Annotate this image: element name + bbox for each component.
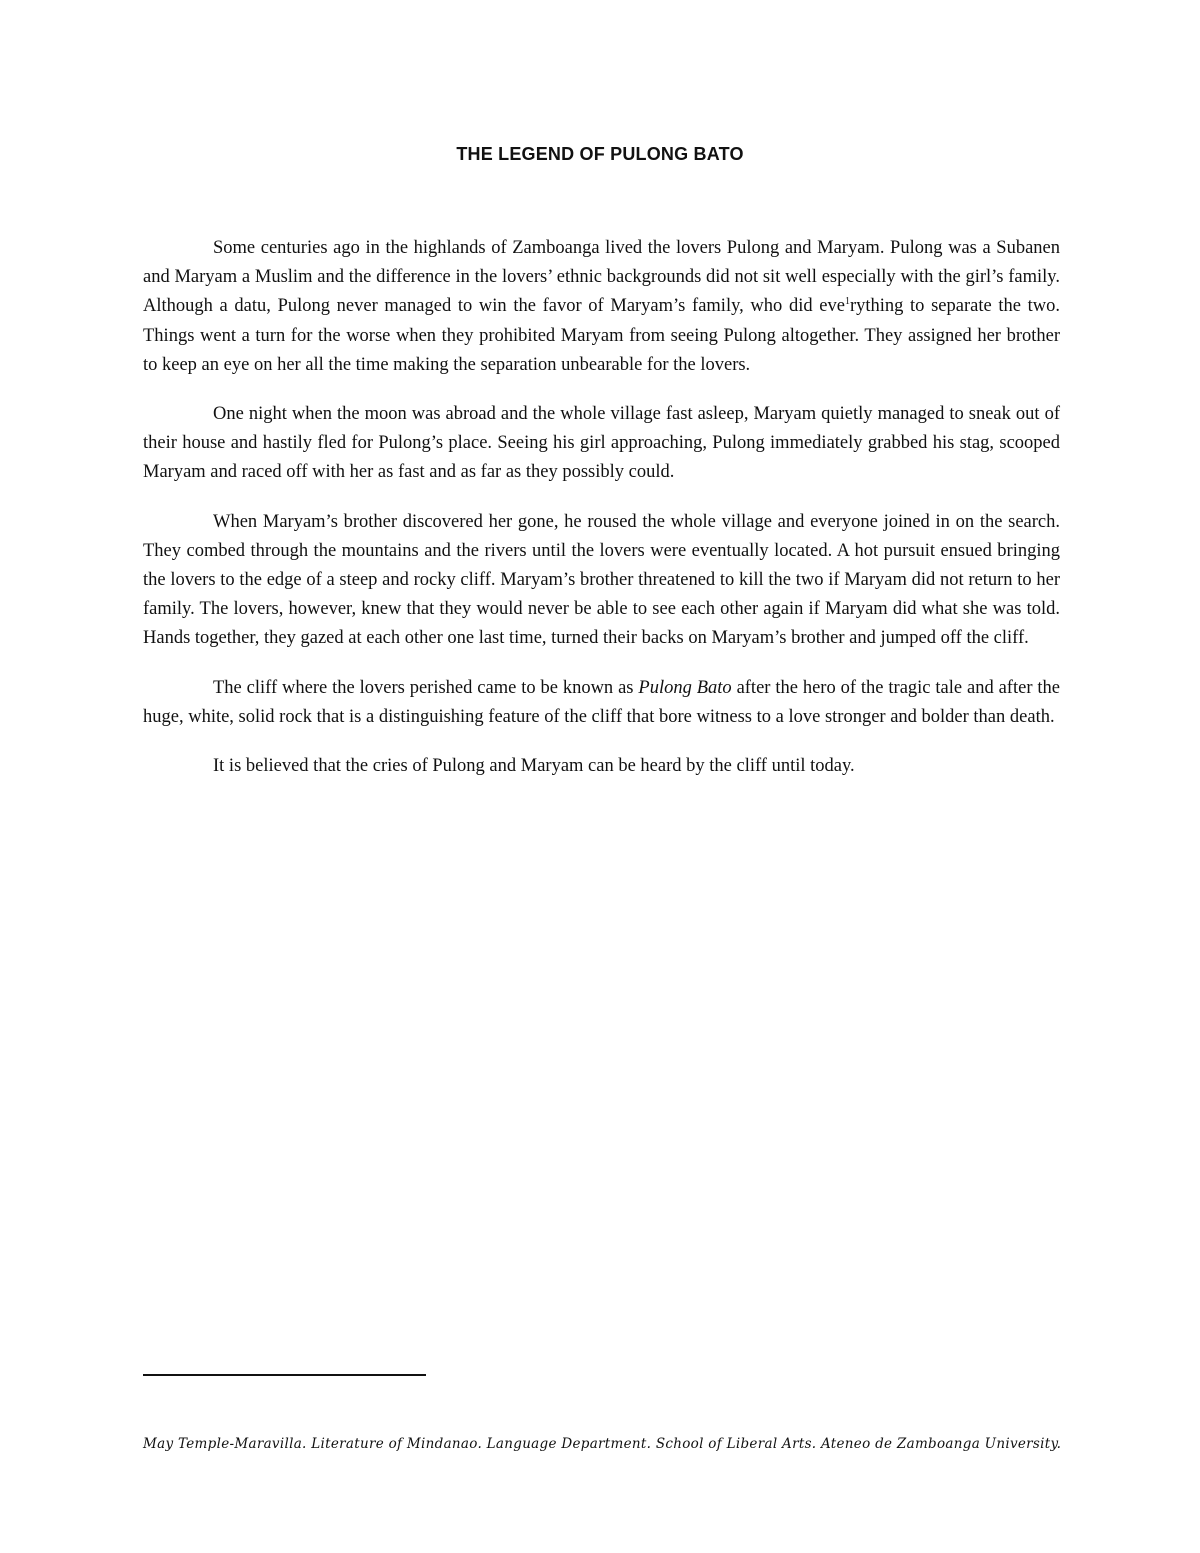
paragraph [143, 234, 1060, 380]
paragraph-text: rything to separate the two. Things went a turn for the worse when they prohibited Maryam from seeing Pulong altogether. They assigned her brother to keep an eye on her all the time making the separation unbearable for the lovers. [143, 296, 1060, 375]
paragraph [143, 508, 1060, 654]
footnote-separator [143, 1374, 426, 1376]
footnote: May Temple-Maravilla. Literature of Mindanao. Language Department. School of Liberal Arts. Ateneo de Zamboanga University. [143, 1436, 1062, 1452]
paragraph [143, 674, 1060, 732]
paragraph [143, 400, 1060, 488]
paragraph-text: When Maryam’s brother discovered her gone, he roused the whole village and everyone joined in on the search. They combed through the mountains and the rivers until the lovers were eventually located. A hot pursuit ensued bringing the lovers to the edge of a steep and rocky cliff. Maryam’s brother threatened to kill the two if Maryam did not return to her family. The lovers, however, knew that they would never be able to see each other again if Maryam did what she was told. Hands together, they gazed at each other one last time, turned their backs on Maryam’s brother and jumped off the cliff. [143, 511, 1060, 649]
paragraph-text: Some centuries ago in the highlands of Zamboanga lived the lovers Pulong and Maryam. Pulong was a Subanen and Maryam a Muslim and the difference in the lovers’ ethnic backgrounds did not sit well especially with the girl’s family. Although a datu, Pulong never managed to win the favor of Maryam’s family, who did eve [143, 238, 1060, 317]
document-body [143, 234, 1060, 801]
document-title: THE LEGEND OF PULONG BATO [456, 144, 744, 164]
paragraph-text: The cliff where the lovers perished came to be known as [213, 677, 639, 698]
paragraph-text: One night when the moon was abroad and the whole village fast asleep, Maryam quietly managed to sneak out of their house and hastily fled for Pulong’s place. Seeing his girl approaching, Pulong immediately grabbed his stag, scooped Maryam and raced off with her as fast and as far as they possibly could. [143, 404, 1060, 483]
place-name-italic: Pulong Bato [638, 677, 732, 698]
paragraph-text: It is believed that the cries of Pulong and Maryam can be heard by the cliff until today. [213, 756, 855, 777]
paragraph-text: after the hero of the tragic tale and after the huge, white, solid rock that is a distinguishing feature of the cliff that bore witness to a love stronger and bolder than death. [143, 677, 1060, 727]
paragraph [143, 752, 1060, 781]
footnote-reference: 1 [844, 296, 850, 308]
